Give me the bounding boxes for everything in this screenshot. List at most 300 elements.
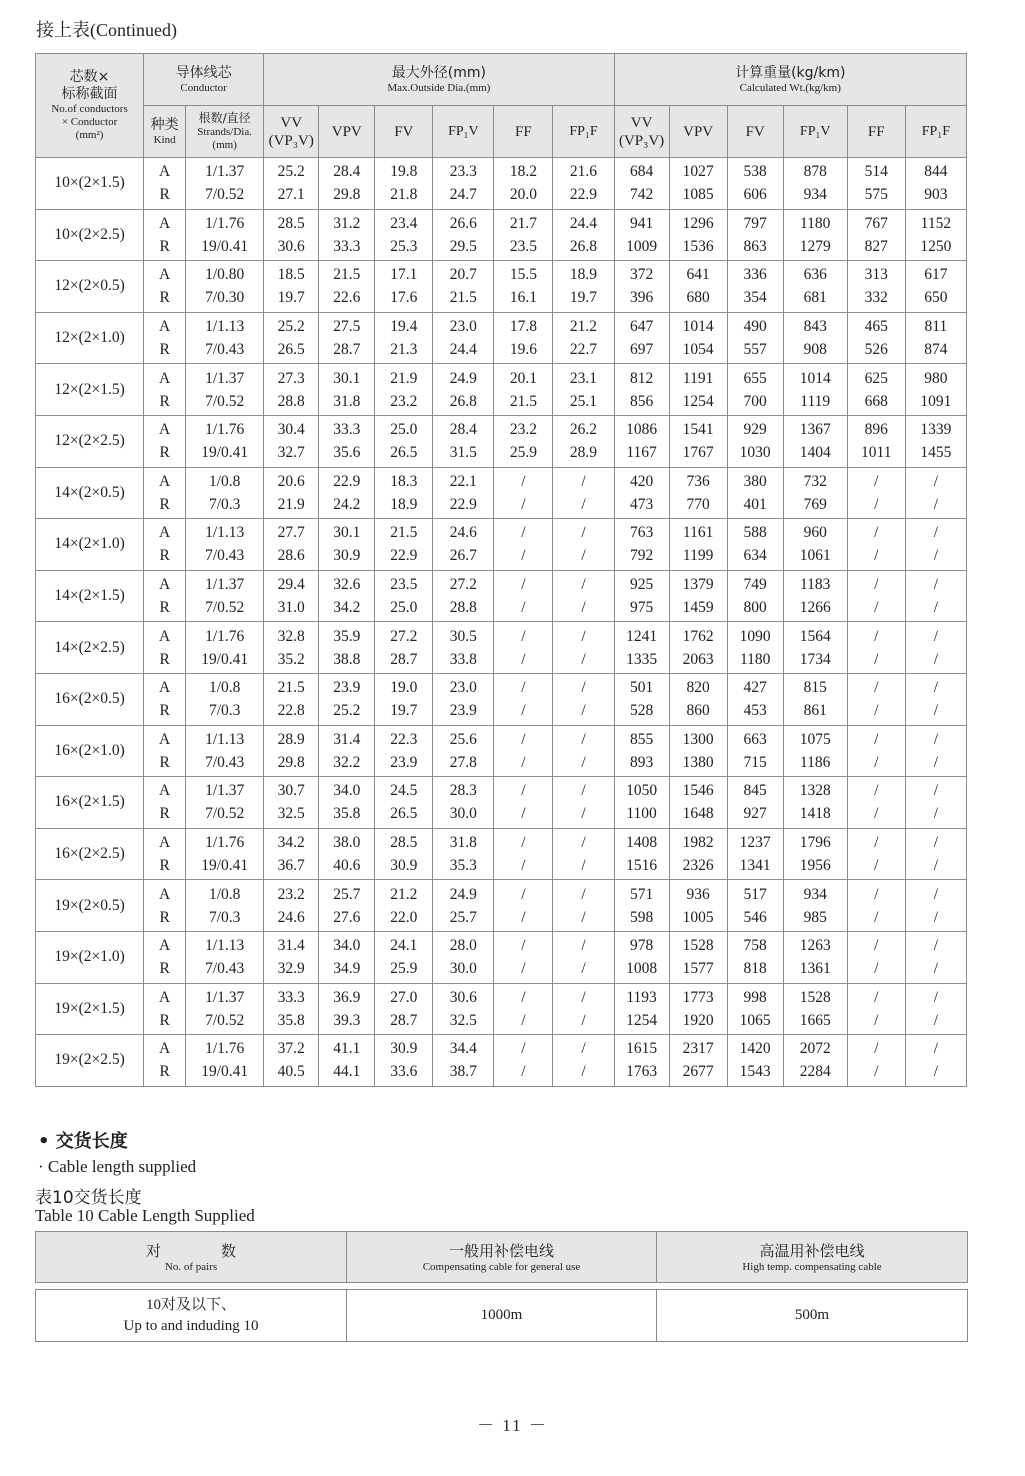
w-fv-cell: 490 557 — [727, 312, 783, 364]
fp1v-cell: 30.5 33.8 — [433, 622, 494, 674]
w-fp1f-cell: / / — [905, 777, 966, 829]
general-use-header: 一般用补偿电线 Compensating cable for general use — [347, 1232, 657, 1283]
length-table — [35, 1289, 968, 1342]
dia-ff-header: FF — [494, 106, 553, 158]
w-vv-cell: 420 473 — [614, 467, 669, 519]
kind-cell: A R — [144, 467, 186, 519]
vv-cell: 28.5 30.6 — [264, 209, 319, 261]
w-fp1v-cell: 815 861 — [783, 673, 847, 725]
fp1f-cell: / / — [553, 983, 614, 1035]
spec-cell: 14×(2×2.5) — [36, 622, 144, 674]
w-vpv-cell: 1379 1459 — [669, 570, 727, 622]
w-fp1v-cell: 1564 1734 — [783, 622, 847, 674]
w-fv-cell: 380 401 — [727, 467, 783, 519]
vpv-cell: 31.4 32.2 — [319, 725, 375, 777]
w-ff-cell: / / — [847, 467, 905, 519]
high-temp-length-cell: 500m — [657, 1290, 968, 1342]
vv-cell: 25.2 27.1 — [264, 158, 319, 210]
vpv-cell: 34.0 34.9 — [319, 931, 375, 983]
fp1f-cell: 23.1 25.1 — [553, 364, 614, 416]
w-vpv-cell: 1528 1577 — [669, 931, 727, 983]
length-table-header — [35, 1231, 968, 1283]
spec-cell: 14×(2×0.5) — [36, 467, 144, 519]
vv-cell: 18.5 19.7 — [264, 261, 319, 313]
vpv-cell: 38.0 40.6 — [319, 828, 375, 880]
strands-cell: 1/1.76 19/0.41 — [186, 622, 264, 674]
vpv-cell: 28.4 29.8 — [319, 158, 375, 210]
spec-cell: 16×(2×0.5) — [36, 673, 144, 725]
ff-cell: / / — [494, 622, 553, 674]
table-row — [36, 983, 967, 1035]
w-ff-cell: / / — [847, 570, 905, 622]
table-row — [36, 570, 967, 622]
w-fp1f-cell: / / — [905, 725, 966, 777]
ff-cell: / / — [494, 983, 553, 1035]
w-fp1f-cell: / / — [905, 467, 966, 519]
vpv-cell: 31.2 33.3 — [319, 209, 375, 261]
general-length-cell: 1000m — [347, 1290, 657, 1342]
cable-dimensions-table — [35, 53, 967, 1087]
fp1v-cell: 28.0 30.0 — [433, 931, 494, 983]
strands-cell: 1/1.37 7/0.52 — [186, 158, 264, 210]
w-fp1f-cell: 1339 1455 — [905, 415, 966, 467]
page-number: － 11 － — [477, 1416, 548, 1435]
w-vpv-cell: 1014 1054 — [669, 312, 727, 364]
strands-cell: 1/0.80 7/0.30 — [186, 261, 264, 313]
ff-cell: / / — [494, 880, 553, 932]
fp1v-cell: 27.2 28.8 — [433, 570, 494, 622]
w-fp1f-cell: / / — [905, 931, 966, 983]
dia-fp1f-header: FP₁F — [553, 106, 614, 158]
ff-cell: / / — [494, 777, 553, 829]
table-row — [36, 725, 967, 777]
w-fv-cell: 663 715 — [727, 725, 783, 777]
kind-cell: A R — [144, 570, 186, 622]
fp1f-cell: 26.2 28.9 — [553, 415, 614, 467]
fv-cell: 18.3 18.9 — [375, 467, 433, 519]
ff-cell: / / — [494, 673, 553, 725]
w-ff-cell: 514 575 — [847, 158, 905, 210]
vv-cell: 34.2 36.7 — [264, 828, 319, 880]
continued-title: 接上表(Continued) — [36, 20, 177, 40]
ff-cell: / / — [494, 931, 553, 983]
fp1v-cell: 24.9 26.8 — [433, 364, 494, 416]
ff-cell: 23.2 25.9 — [494, 415, 553, 467]
ff-cell: 18.2 20.0 — [494, 158, 553, 210]
w-vpv-cell: 1773 1920 — [669, 983, 727, 1035]
w-ff-cell: / / — [847, 673, 905, 725]
wt-fp1v-header: FP₁V — [783, 106, 847, 158]
strands-cell: 1/1.13 7/0.43 — [186, 931, 264, 983]
w-fp1f-cell: / / — [905, 1035, 966, 1087]
vpv-cell: 34.0 35.8 — [319, 777, 375, 829]
w-fp1v-cell: 732 769 — [783, 467, 847, 519]
strands-cell: 1/0.8 7/0.3 — [186, 673, 264, 725]
w-fp1f-cell: 980 1091 — [905, 364, 966, 416]
w-ff-cell: / / — [847, 725, 905, 777]
fv-cell: 24.1 25.9 — [375, 931, 433, 983]
vv-cell: 27.3 28.8 — [264, 364, 319, 416]
fv-cell: 17.1 17.6 — [375, 261, 433, 313]
vv-cell: 21.5 22.8 — [264, 673, 319, 725]
dia-vpv-header: VPV — [319, 106, 375, 158]
strands-cell: 1/1.37 7/0.52 — [186, 983, 264, 1035]
fv-cell: 25.0 26.5 — [375, 415, 433, 467]
w-fv-cell: 517 546 — [727, 880, 783, 932]
w-fv-cell: 1420 1543 — [727, 1035, 783, 1087]
w-fp1v-cell: 1183 1266 — [783, 570, 847, 622]
wt-ff-header: FF — [847, 106, 905, 158]
fp1v-cell: 23.0 23.9 — [433, 673, 494, 725]
w-fp1v-cell: 1367 1404 — [783, 415, 847, 467]
w-fp1v-cell: 1263 1361 — [783, 931, 847, 983]
w-fp1f-cell: / / — [905, 880, 966, 932]
pairs-header: 对 数 No. of pairs — [36, 1232, 347, 1283]
w-vpv-cell: 1546 1648 — [669, 777, 727, 829]
fp1f-cell: / / — [553, 467, 614, 519]
table-row — [36, 209, 967, 261]
w-vpv-cell: 820 860 — [669, 673, 727, 725]
w-vv-cell: 855 893 — [614, 725, 669, 777]
vpv-cell: 33.3 35.6 — [319, 415, 375, 467]
fp1v-cell: 31.8 35.3 — [433, 828, 494, 880]
ff-cell: / / — [494, 1035, 553, 1087]
table-row — [36, 1290, 968, 1342]
w-vv-cell: 372 396 — [614, 261, 669, 313]
w-vv-cell: 925 975 — [614, 570, 669, 622]
w-vv-cell: 812 856 — [614, 364, 669, 416]
spec-cell: 12×(2×0.5) — [36, 261, 144, 313]
ff-cell: / / — [494, 725, 553, 777]
kind-cell: A R — [144, 312, 186, 364]
w-fp1v-cell: 960 1061 — [783, 519, 847, 571]
w-ff-cell: / / — [847, 622, 905, 674]
vpv-cell: 35.9 38.8 — [319, 622, 375, 674]
w-fv-cell: 1237 1341 — [727, 828, 783, 880]
w-fp1v-cell: 2072 2284 — [783, 1035, 847, 1087]
w-vpv-cell: 1161 1199 — [669, 519, 727, 571]
table-row — [36, 1035, 967, 1087]
w-ff-cell: 767 827 — [847, 209, 905, 261]
vpv-cell: 27.5 28.7 — [319, 312, 375, 364]
table-row — [36, 828, 967, 880]
table-row — [36, 519, 967, 571]
strands-cell: 1/1.37 7/0.52 — [186, 570, 264, 622]
fv-cell: 21.9 23.2 — [375, 364, 433, 416]
vpv-cell: 22.9 24.2 — [319, 467, 375, 519]
fp1f-cell: / / — [553, 931, 614, 983]
strands-cell: 1/1.76 19/0.41 — [186, 209, 264, 261]
w-vv-cell: 1241 1335 — [614, 622, 669, 674]
w-fp1f-cell: 844 903 — [905, 158, 966, 210]
vv-cell: 32.8 35.2 — [264, 622, 319, 674]
fv-cell: 21.2 22.0 — [375, 880, 433, 932]
w-vv-cell: 1193 1254 — [614, 983, 669, 1035]
cable-table-body — [36, 158, 967, 1087]
fv-cell: 19.4 21.3 — [375, 312, 433, 364]
w-vpv-cell: 1982 2326 — [669, 828, 727, 880]
vpv-cell: 32.6 34.2 — [319, 570, 375, 622]
high-temp-header: 高温用补偿电线 High temp. compensating cable — [657, 1232, 968, 1283]
vv-cell: 23.2 24.6 — [264, 880, 319, 932]
fp1v-cell: 25.6 27.8 — [433, 725, 494, 777]
fv-cell: 27.2 28.7 — [375, 622, 433, 674]
cores-header: 芯数× 标称截面 No.of conductors × Conductor (mm²) — [36, 54, 144, 158]
fp1v-cell: 28.4 31.5 — [433, 415, 494, 467]
w-fv-cell: 929 1030 — [727, 415, 783, 467]
delivery-heading: • 交货长度 — [38, 1131, 128, 1152]
w-ff-cell: 625 668 — [847, 364, 905, 416]
kind-cell: A R — [144, 725, 186, 777]
w-fp1v-cell: 934 985 — [783, 880, 847, 932]
wt-fv-header: FV — [727, 106, 783, 158]
w-vpv-cell: 1027 1085 — [669, 158, 727, 210]
spec-cell: 19×(2×1.5) — [36, 983, 144, 1035]
kind-cell: A R — [144, 673, 186, 725]
kind-cell: A R — [144, 1035, 186, 1087]
spec-cell: 19×(2×1.0) — [36, 931, 144, 983]
ff-cell: 21.7 23.5 — [494, 209, 553, 261]
fp1v-cell: 20.7 21.5 — [433, 261, 494, 313]
fp1v-cell: 22.1 22.9 — [433, 467, 494, 519]
strands-cell: 1/0.8 7/0.3 — [186, 467, 264, 519]
w-vv-cell: 647 697 — [614, 312, 669, 364]
vpv-cell: 25.7 27.6 — [319, 880, 375, 932]
spec-cell: 16×(2×1.5) — [36, 777, 144, 829]
vv-cell: 29.4 31.0 — [264, 570, 319, 622]
ff-cell: / / — [494, 519, 553, 571]
pairs-cell: 10对及以下、 Up to and induding 10 — [36, 1290, 347, 1342]
w-fv-cell: 427 453 — [727, 673, 783, 725]
fv-cell: 24.5 26.5 — [375, 777, 433, 829]
w-vv-cell: 1615 1763 — [614, 1035, 669, 1087]
kind-cell: A R — [144, 777, 186, 829]
table-row — [36, 415, 967, 467]
strands-cell: 1/1.76 19/0.41 — [186, 828, 264, 880]
fv-cell: 23.5 25.0 — [375, 570, 433, 622]
fv-cell: 30.9 33.6 — [375, 1035, 433, 1087]
ff-cell: / / — [494, 570, 553, 622]
vv-cell: 25.2 26.5 — [264, 312, 319, 364]
w-fp1v-cell: 1180 1279 — [783, 209, 847, 261]
strands-cell: 1/1.13 7/0.43 — [186, 312, 264, 364]
strands-cell: 1/1.76 19/0.41 — [186, 1035, 264, 1087]
weight-header: 计算重量(kg/km) Calculated Wt.(kg/km) — [614, 54, 966, 106]
delivery-subheading: · Cable length supplied — [38, 1157, 197, 1176]
spec-cell: 14×(2×1.5) — [36, 570, 144, 622]
w-ff-cell: 465 526 — [847, 312, 905, 364]
strands-cell: 1/1.37 7/0.52 — [186, 364, 264, 416]
spec-cell: 14×(2×1.0) — [36, 519, 144, 571]
w-vpv-cell: 1300 1380 — [669, 725, 727, 777]
w-fp1f-cell: / / — [905, 828, 966, 880]
w-fp1f-cell: / / — [905, 570, 966, 622]
w-vpv-cell: 736 770 — [669, 467, 727, 519]
kind-cell: A R — [144, 880, 186, 932]
w-fv-cell: 797 863 — [727, 209, 783, 261]
w-fv-cell: 998 1065 — [727, 983, 783, 1035]
w-vpv-cell: 1541 1767 — [669, 415, 727, 467]
vv-cell: 37.2 40.5 — [264, 1035, 319, 1087]
w-fp1f-cell: / / — [905, 622, 966, 674]
w-fp1v-cell: 1328 1418 — [783, 777, 847, 829]
table-row — [36, 158, 967, 210]
fp1f-cell: 18.9 19.7 — [553, 261, 614, 313]
spec-cell: 19×(2×2.5) — [36, 1035, 144, 1087]
w-fv-cell: 336 354 — [727, 261, 783, 313]
fp1f-cell: / / — [553, 1035, 614, 1087]
fp1f-cell: / / — [553, 880, 614, 932]
fp1v-cell: 30.6 32.5 — [433, 983, 494, 1035]
spec-cell: 19×(2×0.5) — [36, 880, 144, 932]
kind-cell: A R — [144, 209, 186, 261]
w-ff-cell: / / — [847, 983, 905, 1035]
w-fp1v-cell: 1075 1186 — [783, 725, 847, 777]
spec-cell: 12×(2×1.5) — [36, 364, 144, 416]
dia-fv-header: FV — [375, 106, 433, 158]
w-fp1f-cell: / / — [905, 983, 966, 1035]
fp1f-cell: / / — [553, 622, 614, 674]
fp1v-cell: 23.3 24.7 — [433, 158, 494, 210]
fv-cell: 27.0 28.7 — [375, 983, 433, 1035]
fv-cell: 28.5 30.9 — [375, 828, 433, 880]
kind-cell: A R — [144, 931, 186, 983]
kind-cell: A R — [144, 415, 186, 467]
w-fv-cell: 845 927 — [727, 777, 783, 829]
fv-cell: 23.4 25.3 — [375, 209, 433, 261]
fv-cell: 21.5 22.9 — [375, 519, 433, 571]
w-vv-cell: 978 1008 — [614, 931, 669, 983]
w-ff-cell: / / — [847, 519, 905, 571]
table-row — [36, 364, 967, 416]
w-fp1f-cell: 1152 1250 — [905, 209, 966, 261]
spec-cell: 12×(2×1.0) — [36, 312, 144, 364]
kind-header: 种类 Kind — [144, 106, 186, 158]
w-vv-cell: 571 598 — [614, 880, 669, 932]
vv-cell: 31.4 32.9 — [264, 931, 319, 983]
conductor-header: 导体线芯 Conductor — [144, 54, 264, 106]
fv-cell: 19.8 21.8 — [375, 158, 433, 210]
w-fv-cell: 758 818 — [727, 931, 783, 983]
dia-vv-header: VV (VP₃V) — [264, 106, 319, 158]
vpv-cell: 30.1 31.8 — [319, 364, 375, 416]
spec-cell: 16×(2×1.0) — [36, 725, 144, 777]
table-row — [36, 673, 967, 725]
vv-cell: 30.4 32.7 — [264, 415, 319, 467]
fp1f-cell: / / — [553, 570, 614, 622]
strands-cell: 1/0.8 7/0.3 — [186, 880, 264, 932]
wt-vpv-header: VPV — [669, 106, 727, 158]
kind-cell: A R — [144, 622, 186, 674]
fp1f-cell: 21.2 22.7 — [553, 312, 614, 364]
vv-cell: 20.6 21.9 — [264, 467, 319, 519]
kind-cell: A R — [144, 828, 186, 880]
w-fp1v-cell: 1014 1119 — [783, 364, 847, 416]
vv-cell: 27.7 28.6 — [264, 519, 319, 571]
w-fv-cell: 655 700 — [727, 364, 783, 416]
kind-cell: A R — [144, 364, 186, 416]
w-ff-cell: 313 332 — [847, 261, 905, 313]
w-vpv-cell: 936 1005 — [669, 880, 727, 932]
dia-fp1v-header: FP₁V — [433, 106, 494, 158]
w-ff-cell: 896 1011 — [847, 415, 905, 467]
spec-cell: 12×(2×2.5) — [36, 415, 144, 467]
ff-cell: / / — [494, 828, 553, 880]
w-fp1v-cell: 636 681 — [783, 261, 847, 313]
w-ff-cell: / / — [847, 880, 905, 932]
fp1v-cell: 24.6 26.7 — [433, 519, 494, 571]
fp1f-cell: / / — [553, 519, 614, 571]
vv-cell: 33.3 35.8 — [264, 983, 319, 1035]
fp1f-cell: / / — [553, 673, 614, 725]
fp1v-cell: 24.9 25.7 — [433, 880, 494, 932]
table-row — [36, 622, 967, 674]
w-fp1v-cell: 1796 1956 — [783, 828, 847, 880]
table-row — [36, 261, 967, 313]
w-vpv-cell: 2317 2677 — [669, 1035, 727, 1087]
vpv-cell: 21.5 22.6 — [319, 261, 375, 313]
w-vv-cell: 501 528 — [614, 673, 669, 725]
vv-cell: 28.9 29.8 — [264, 725, 319, 777]
fp1v-cell: 23.0 24.4 — [433, 312, 494, 364]
vpv-cell: 30.1 30.9 — [319, 519, 375, 571]
w-vv-cell: 684 742 — [614, 158, 669, 210]
w-vv-cell: 1050 1100 — [614, 777, 669, 829]
strands-cell: 1/1.76 19/0.41 — [186, 415, 264, 467]
ff-cell: 20.1 21.5 — [494, 364, 553, 416]
table-row — [36, 312, 967, 364]
kind-cell: A R — [144, 983, 186, 1035]
fp1f-cell: / / — [553, 777, 614, 829]
w-fp1f-cell: / / — [905, 673, 966, 725]
w-fp1f-cell: 617 650 — [905, 261, 966, 313]
fp1v-cell: 34.4 38.7 — [433, 1035, 494, 1087]
w-fp1v-cell: 878 934 — [783, 158, 847, 210]
strands-cell: 1/1.37 7/0.52 — [186, 777, 264, 829]
w-fv-cell: 1090 1180 — [727, 622, 783, 674]
kind-cell: A R — [144, 519, 186, 571]
w-fp1v-cell: 843 908 — [783, 312, 847, 364]
w-vpv-cell: 1296 1536 — [669, 209, 727, 261]
strands-cell: 1/1.13 7/0.43 — [186, 725, 264, 777]
strands-cell: 1/1.13 7/0.43 — [186, 519, 264, 571]
w-fv-cell: 588 634 — [727, 519, 783, 571]
strands-header: 根数/直径 Strands/Dia. (mm) — [186, 106, 264, 158]
w-fp1v-cell: 1528 1665 — [783, 983, 847, 1035]
table10-title-en: Table 10 Cable Length Supplied — [35, 1206, 255, 1225]
table-row — [36, 467, 967, 519]
spec-cell: 10×(2×2.5) — [36, 209, 144, 261]
fp1v-cell: 26.6 29.5 — [433, 209, 494, 261]
kind-cell: A R — [144, 261, 186, 313]
fp1f-cell: 21.6 22.9 — [553, 158, 614, 210]
table10-title-zh: 表10交货长度 — [35, 1188, 142, 1208]
w-vv-cell: 1086 1167 — [614, 415, 669, 467]
spec-cell: 16×(2×2.5) — [36, 828, 144, 880]
ff-cell: 15.5 16.1 — [494, 261, 553, 313]
outside-dia-header: 最大外径(mm) Max.Outside Dia.(mm) — [264, 54, 614, 106]
wt-vv-header: VV (VP₃V) — [614, 106, 669, 158]
table-row — [36, 777, 967, 829]
fv-cell: 22.3 23.9 — [375, 725, 433, 777]
kind-cell: A R — [144, 158, 186, 210]
fv-cell: 19.0 19.7 — [375, 673, 433, 725]
fp1f-cell: / / — [553, 725, 614, 777]
spec-cell: 10×(2×1.5) — [36, 158, 144, 210]
wt-fp1f-header: FP₁F — [905, 106, 966, 158]
w-ff-cell: / / — [847, 828, 905, 880]
table-row — [36, 931, 967, 983]
